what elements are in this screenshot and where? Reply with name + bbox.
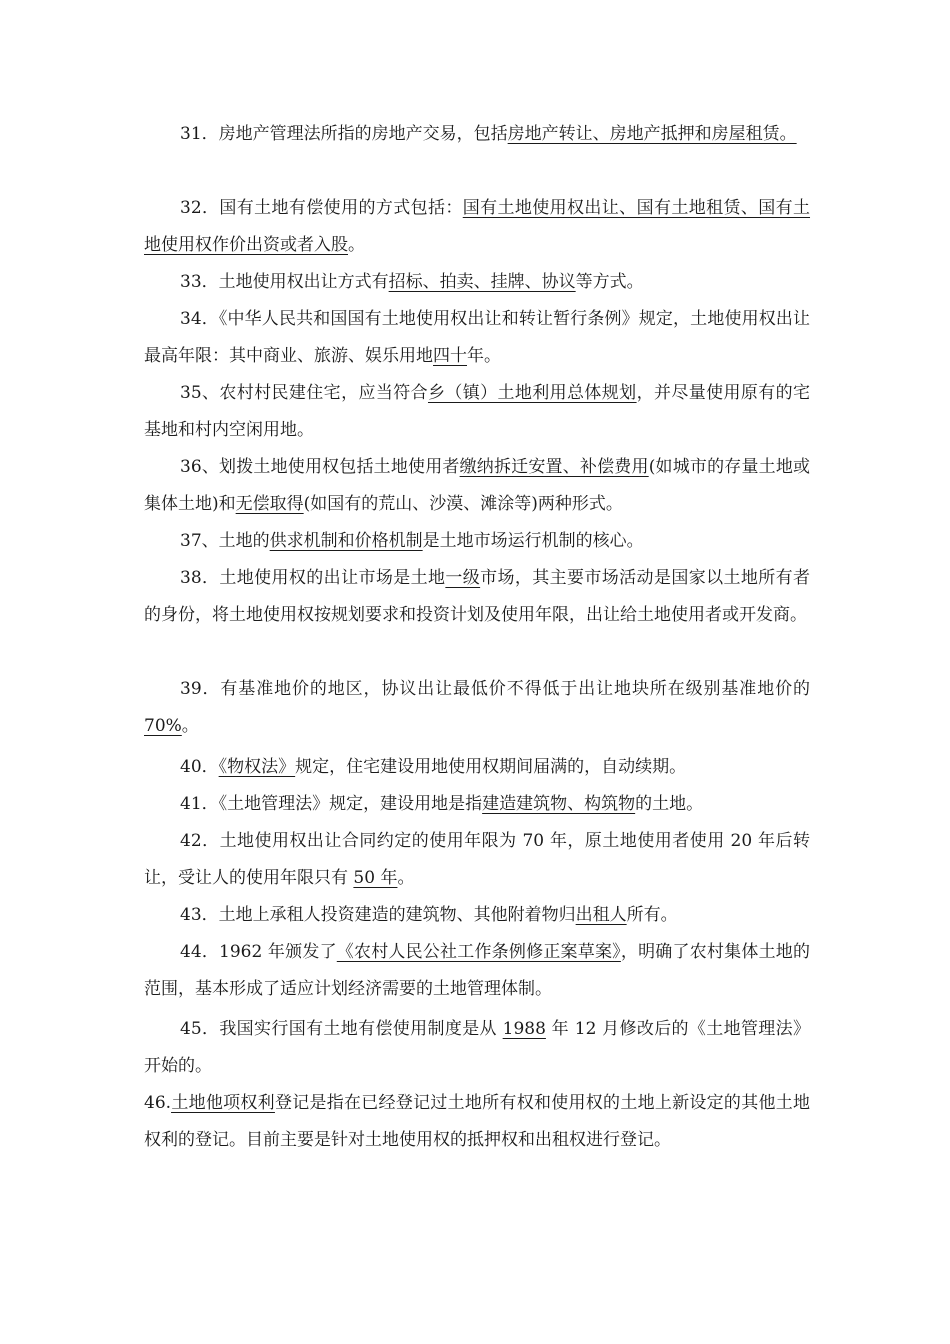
item-44 (144, 934, 810, 1008)
question-text: 市场，其主要市场活动是国家以土地所有者的身份，将土地使用权按规划要求和投资计划及使用年限，出让给土地使用者或开发商。 (144, 568, 810, 625)
question-text: 37、土地的 (180, 531, 270, 551)
answer-blank: 一级 (445, 568, 481, 588)
question-text: 所有。 (626, 905, 678, 925)
answer-blank: 供求机制和价格机制 (269, 531, 423, 551)
item-43 (144, 897, 810, 934)
question-text: 32．国有土地有偿使用的方式包括： (180, 198, 463, 218)
question-text: 46. (144, 1093, 172, 1113)
question-text: 39．有基准地价的地区，协议出让最低价不得低于出让地块所在级别基准地价的 (180, 679, 810, 699)
question-text: 40． (180, 757, 219, 777)
item-35 (144, 375, 810, 449)
question-text: ，明确了农村集体土地的范围，基本形成了适应计划经济需要的土地管理体制。 (144, 942, 810, 999)
answer-blank: 1988 (502, 1019, 546, 1039)
item-42 (144, 823, 810, 897)
answer-blank: 招标、拍卖、挂牌、协议 (388, 272, 576, 292)
item-46 (144, 1085, 810, 1159)
item-38 (144, 560, 810, 634)
answer-blank: 国有土地使用权出让、国有土地租赁、国有土地使用权作价出资或者入股 (144, 198, 811, 255)
question-text: 33．土地使用权出让方式有 (180, 272, 389, 292)
answer-blank: 70% (144, 716, 182, 736)
item-40 (144, 749, 810, 786)
item-41 (144, 786, 810, 823)
question-text: 35、农村村民建住宅，应当符合 (180, 383, 428, 403)
question-text: 登记是指在已经登记过土地所有权和使用权的土地上新设定的其他土地权利的登记。目前主要是针对土地使用权的抵押权和出租权进行登记。 (144, 1093, 811, 1150)
question-text: 45．我国实行国有土地有偿使用制度是从 (180, 1019, 503, 1039)
question-text: 年 12 月修改后的《土地管理法》 开始的。 (144, 1019, 810, 1076)
item-45 (144, 1011, 810, 1085)
answer-blank: 50 年 (353, 868, 398, 888)
question-text: 。 (181, 716, 199, 736)
item-33 (144, 264, 810, 301)
answer-blank: 房地产转让、房地产抵押和房屋租赁。 (507, 124, 797, 144)
question-text: 是土地市场运行机制的核心。 (422, 531, 644, 551)
item-34 (144, 301, 810, 375)
answer-blank: 《农村人民公社工作条例修正案草案》 (336, 942, 621, 962)
answer-blank: 四十 (433, 346, 467, 366)
question-text: 41．《土地管理法》规定，建设用地是指 (180, 794, 483, 814)
question-text: 36、划拨土地使用权包括土地使用者 (180, 457, 460, 477)
answer-blank: 无偿取得 (235, 494, 304, 514)
answer-blank: 乡（镇）土地利用总体规划 (427, 383, 637, 403)
question-text: (如城市的存量土地或集体土地)和 (144, 457, 810, 514)
answer-blank: 缴纳拆迁安置、补偿费用 (459, 457, 649, 477)
item-31 (144, 116, 810, 153)
answer-blank: 《物权法》 (218, 757, 296, 777)
question-text: 。 (397, 868, 415, 888)
answer-blank: 建造建筑物、构筑物 (482, 794, 636, 814)
question-text: 。 (348, 235, 365, 255)
question-text: 34．《中华人民共和国国有土地使用权出让和转让暂行条例》规定，土地使用权出让最高年限：其中商业、旅游、娱乐用地 (144, 309, 810, 366)
question-text: (如国有的荒山、沙漠、滩涂等)两种形式。 (303, 494, 623, 514)
question-text: 年。 (467, 346, 501, 366)
item-39 (144, 671, 810, 745)
question-text: 的土地。 (635, 794, 704, 814)
question-text: 38．土地使用权的出让市场是土地 (180, 568, 446, 588)
question-text: 31．房地产管理法所指的房地产交易，包括 (180, 124, 508, 144)
item-37 (144, 523, 810, 560)
answer-blank: 出租人 (575, 905, 627, 925)
item-36 (144, 449, 810, 523)
question-text: 44．1962 年颁发了 (180, 942, 337, 962)
question-text: 规定，住宅建设用地使用权期间届满的，自动续期。 (295, 757, 687, 777)
answer-blank: 土地他项权利 (171, 1093, 275, 1113)
question-text: 42．土地使用权出让合同约定的使用年限为 70 年，原土地使用者使用 20 年后转让，受让人的使用年限只有 (144, 831, 810, 888)
item-32 (144, 190, 810, 264)
question-text: 43．土地上承租人投资建造的建筑物、其他附着物归 (180, 905, 576, 925)
question-text: ，并尽量使用原有的宅基地和村内空闲用地。 (144, 383, 811, 440)
question-text: 等方式。 (575, 272, 644, 292)
